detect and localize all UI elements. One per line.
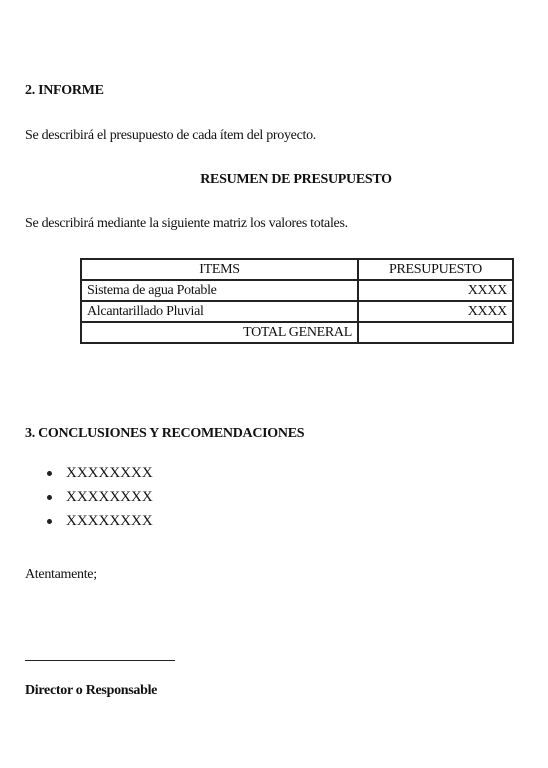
conclusions-list [26,461,153,533]
total-value [358,322,513,343]
table-header-row [81,259,513,280]
intro-paragraph: Se describirá el presupuesto de cada ítem del proyecto. [25,128,316,143]
header-items: ITEMS [81,259,358,280]
section-heading-conclusiones: 3. CONCLUSIONES Y RECOMENDACIONES [25,426,305,441]
list-item [26,461,153,485]
table-row [81,301,513,322]
section-heading-informe: 2. INFORME [25,83,104,98]
list-item-text: XXXXXXXX [66,489,153,505]
item-cell: Alcantarillado Pluvial [81,301,358,322]
value-cell: XXXX [358,301,513,322]
total-label: TOTAL GENERAL [81,322,358,343]
list-item [26,509,153,533]
signer-title: Director o Responsable [25,683,158,698]
table-row [81,280,513,301]
list-item [26,485,153,509]
list-item-text: XXXXXXXX [66,513,153,529]
header-presupuesto: PRESUPUESTO [358,259,513,280]
signature-line [25,660,175,661]
salutation: Atentamente; [25,567,97,582]
budget-table [80,258,514,344]
item-cell: Sistema de agua Potable [81,280,358,301]
bullet-icon [47,519,52,524]
list-item-text: XXXXXXXX [66,465,153,481]
summary-title: RESUMEN DE PRESUPUESTO [200,172,392,187]
bullet-icon [47,495,52,500]
value-cell: XXXX [358,280,513,301]
total-row [81,322,513,343]
bullet-icon [47,471,52,476]
matrix-paragraph: Se describirá mediante la siguiente matriz los valores totales. [25,216,348,231]
